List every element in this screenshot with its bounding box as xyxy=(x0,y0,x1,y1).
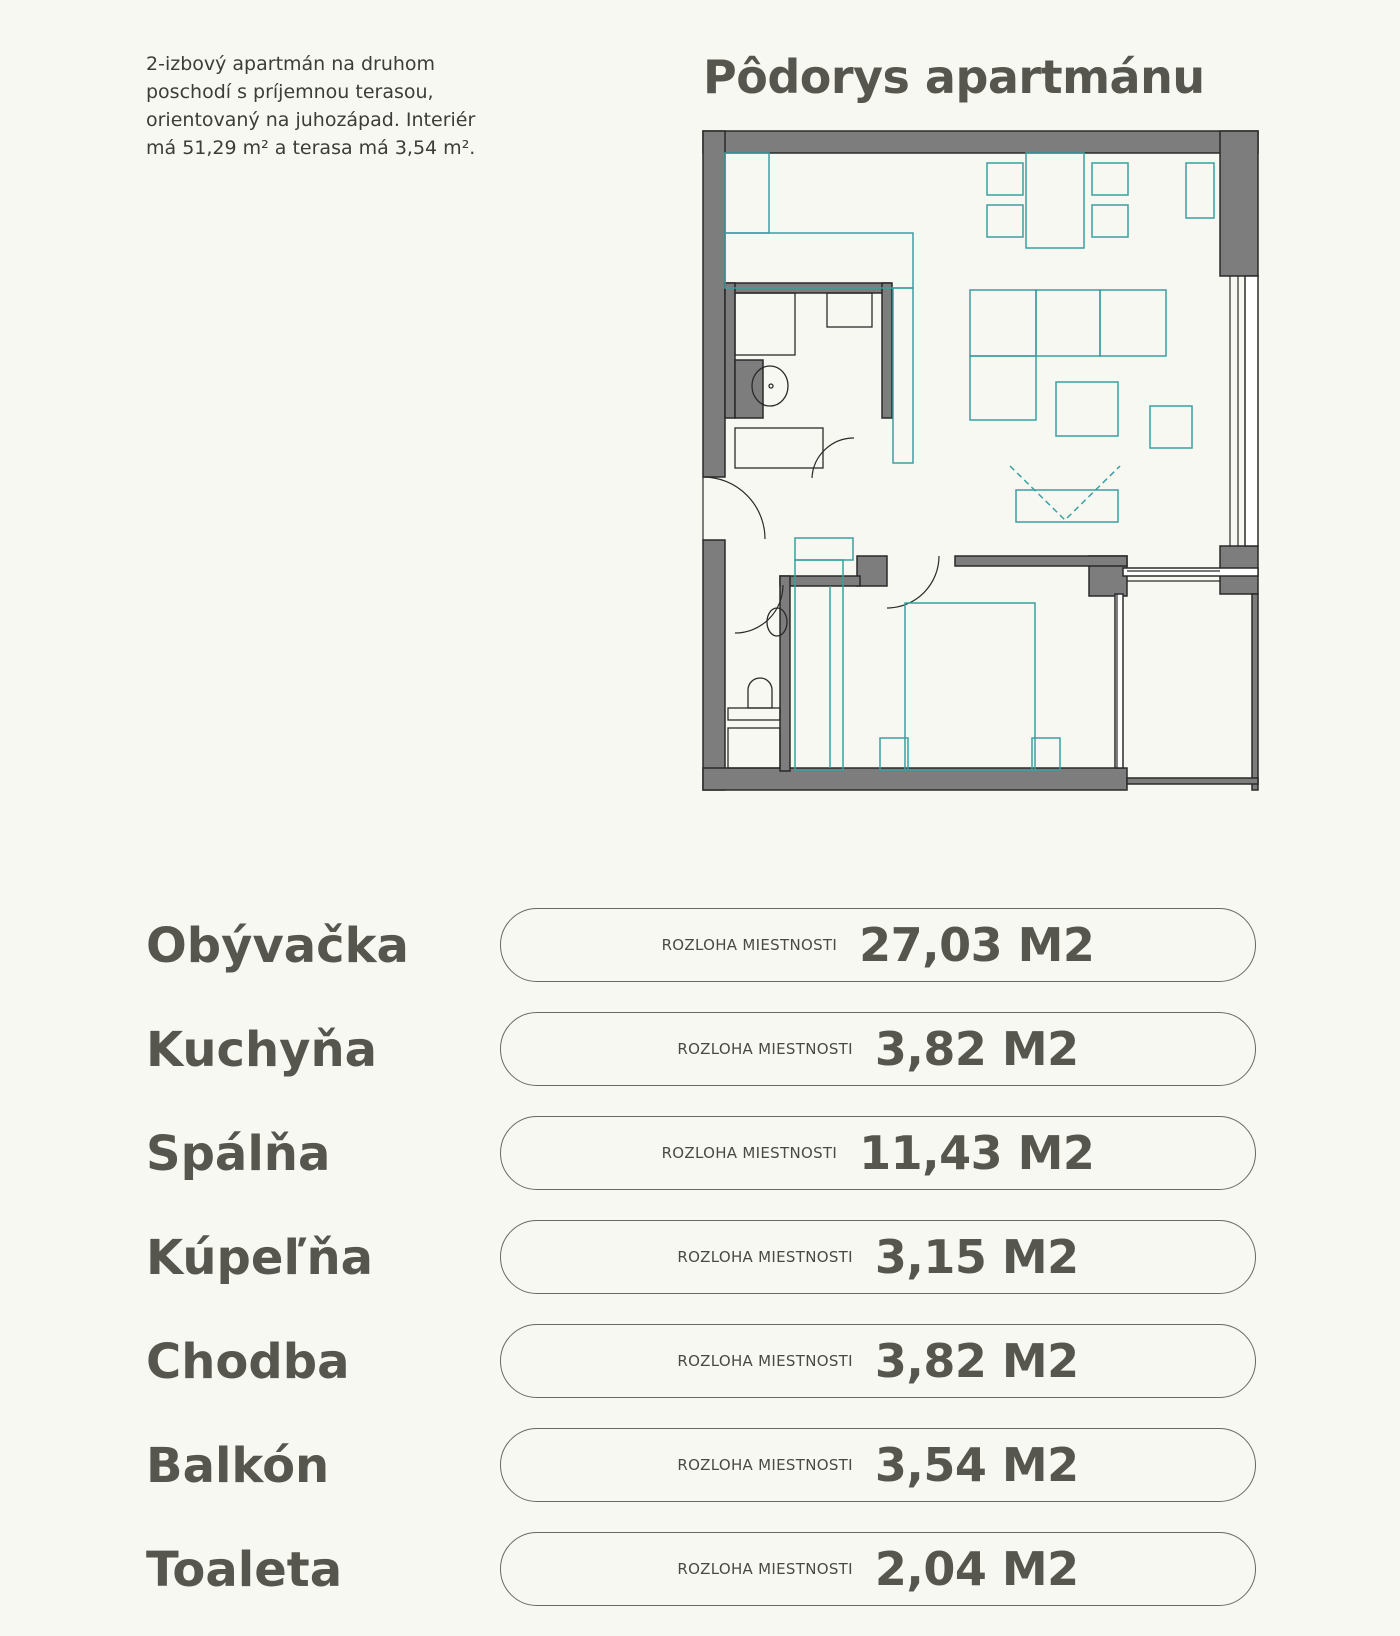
room-name: Kuchyňa xyxy=(146,1022,377,1078)
room-row-balkon xyxy=(146,1428,1258,1504)
room-name: Balkón xyxy=(146,1438,330,1494)
room-name: Obývačka xyxy=(146,918,409,974)
area-value: 11,43 M2 xyxy=(859,1126,1095,1180)
room-row-kuchyna xyxy=(146,1012,1258,1088)
room-row-kupelna xyxy=(146,1220,1258,1296)
area-label: ROZLOHA MIESTNOSTI xyxy=(677,1456,853,1474)
room-row-toaleta xyxy=(146,1532,1258,1608)
room-row-spalna xyxy=(146,1116,1258,1192)
area-value: 3,82 M2 xyxy=(874,1334,1079,1388)
window-lines xyxy=(1117,276,1238,768)
room-row-obyvacka xyxy=(146,908,1258,984)
room-name: Toaleta xyxy=(146,1542,343,1598)
room-area-pill xyxy=(500,1220,1256,1294)
room-name: Kúpeľňa xyxy=(146,1230,374,1286)
room-area-pill xyxy=(500,1324,1256,1398)
room-area-pill xyxy=(500,908,1256,982)
room-area-pill xyxy=(500,1116,1256,1190)
room-name: Spálňa xyxy=(146,1126,331,1182)
room-area-pill xyxy=(500,1012,1256,1086)
door-swings xyxy=(703,438,939,633)
room-name: Chodba xyxy=(146,1334,350,1390)
walls xyxy=(703,131,1258,790)
floorplan-drawing xyxy=(700,128,1260,793)
room-area-pill xyxy=(500,1428,1256,1502)
area-value: 27,03 M2 xyxy=(859,918,1095,972)
area-value: 3,82 M2 xyxy=(874,1022,1079,1076)
area-label: ROZLOHA MIESTNOSTI xyxy=(661,936,838,954)
area-value: 3,15 M2 xyxy=(874,1230,1079,1284)
intro-description: 2-izbový apartmán na druhom poschodí s príjemnou terasou, orientovaný na juhozápad. Interiér má 51,29 m² a terasa má 3,54 m². xyxy=(146,53,476,159)
room-list xyxy=(146,908,1258,1636)
furniture xyxy=(725,153,1214,770)
area-label: ROZLOHA MIESTNOSTI xyxy=(677,1040,853,1058)
area-value: 3,54 M2 xyxy=(874,1438,1079,1492)
floorplan-title: Pôdorys apartmánu xyxy=(703,50,1205,104)
area-label: ROZLOHA MIESTNOSTI xyxy=(677,1560,853,1578)
area-label: ROZLOHA MIESTNOSTI xyxy=(677,1352,853,1370)
room-area-pill xyxy=(500,1532,1256,1606)
room-row-chodba xyxy=(146,1324,1258,1400)
area-value: 2,04 M2 xyxy=(874,1542,1079,1596)
area-label: ROZLOHA MIESTNOSTI xyxy=(661,1144,838,1162)
area-label: ROZLOHA MIESTNOSTI xyxy=(677,1248,853,1266)
